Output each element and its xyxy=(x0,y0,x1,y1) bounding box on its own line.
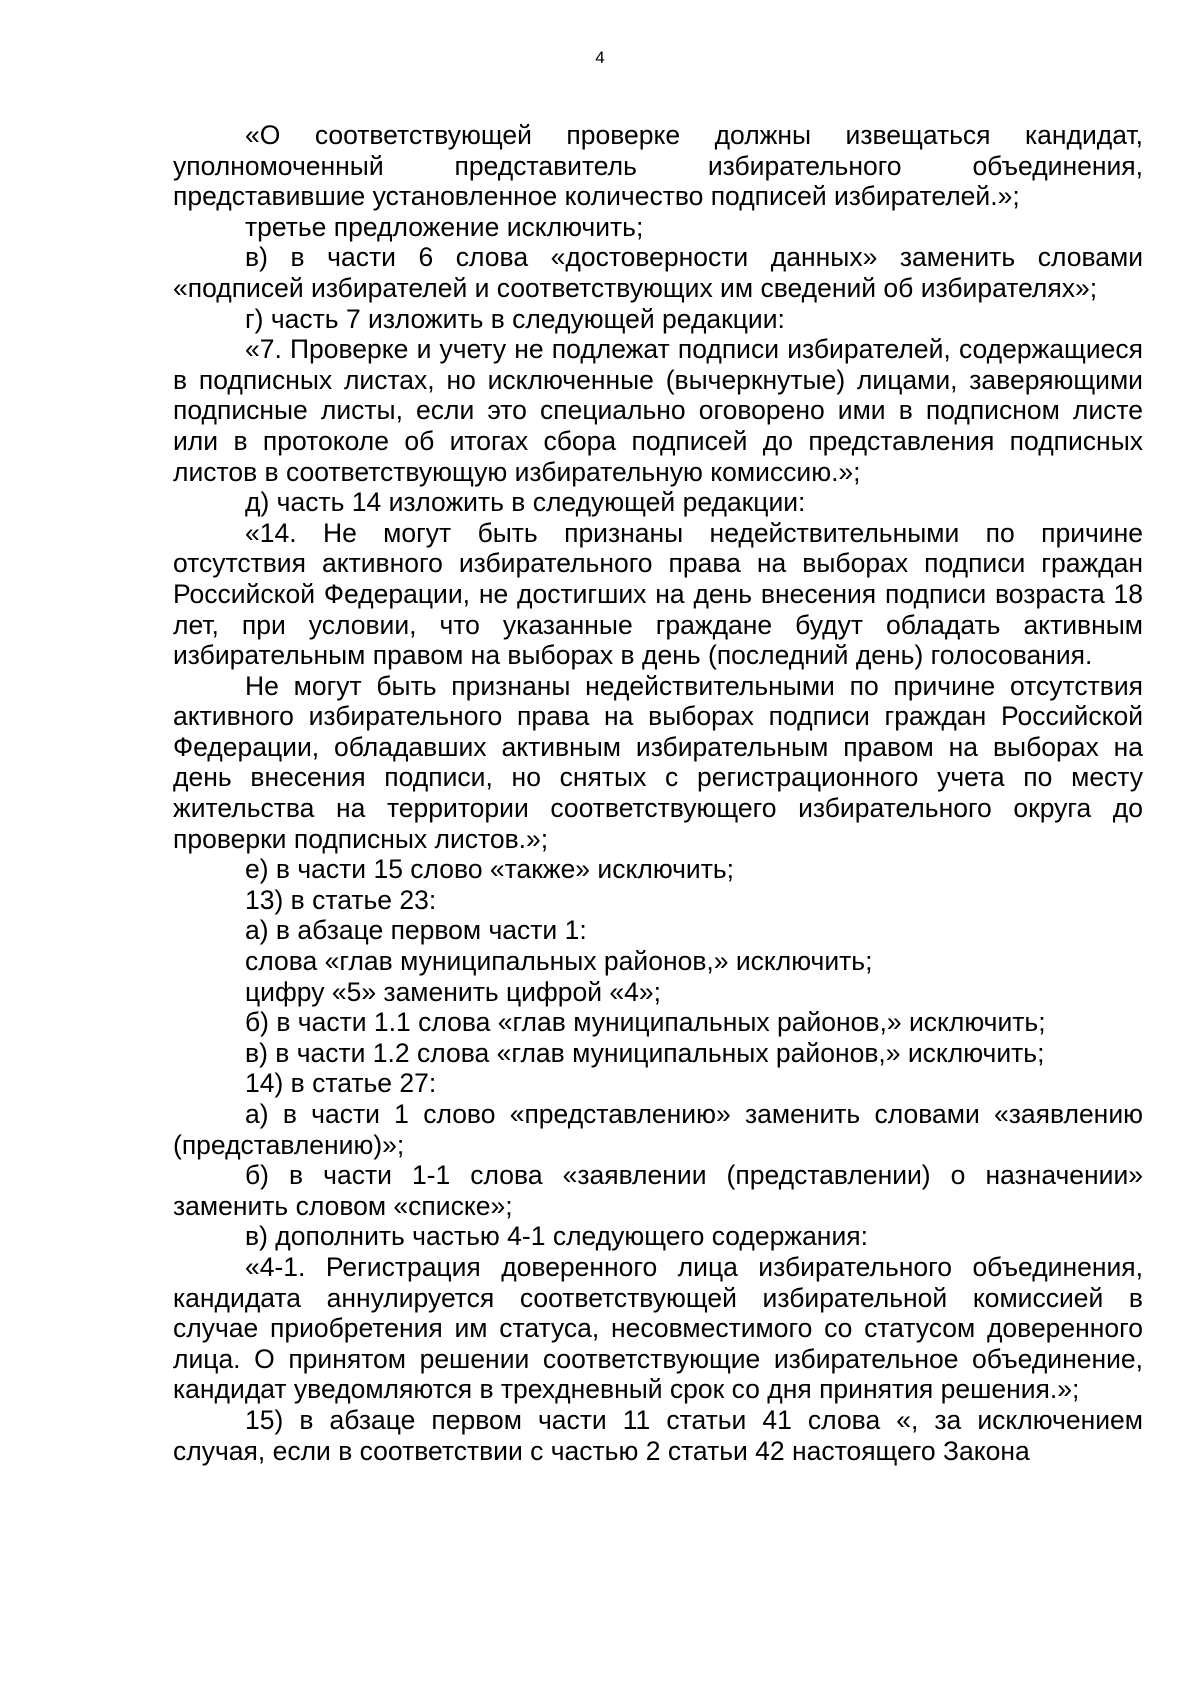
paragraph: 15) в абзаце первом части 11 статьи 41 слова «, за исключением случая, если в соответствии с частью 2 статьи 42 настоящего Закона xyxy=(173,1404,1143,1466)
paragraph: 13) в статье 23: xyxy=(245,884,437,915)
page-number: 4 xyxy=(595,48,605,67)
paragraph: «4-1. Регистрация доверенного лица избирательного объединения, кандидата аннулируется соответствующей избирательной комиссией в случае приобретения им статуса, несовместимого со статусом доверенного лица. О принятом решении соответствующие избирательное объединение, кандидат уведомляются в трехдневный срок со дня принятия решения.»; xyxy=(173,1251,1143,1405)
paragraph: Не могут быть признаны недействительными по причине отсутствия активного избирательного права на выборах подписи граждан Российской Федерации, обладавших активным избирательным правом на выборах на день внесения подписи, но снятых с регистрационного учета по месту жительства на территории соответствующего избирательного округа до проверки подписных листов.»; xyxy=(173,670,1143,854)
paragraph: слова «глав муниципальных районов,» исключить; xyxy=(245,946,873,977)
paragraph: а) в абзаце первом части 1: xyxy=(245,915,587,946)
paragraph: в) в части 6 слова «достоверности данных» заменить словами «подписей избирателей и соответствующих им сведений об избирателях»; xyxy=(173,242,1143,303)
paragraph: д) часть 14 изложить в следующей редакции: xyxy=(245,487,806,518)
paragraph: а) в части 1 слово «представлению» заменить словами «заявлению (представлению)»; xyxy=(173,1099,1143,1160)
document-body xyxy=(173,120,1143,1466)
paragraph: в) в части 1.2 слова «глав муниципальных районов,» исключить; xyxy=(245,1037,1045,1068)
paragraph: цифру «5» заменить цифрой «4»; xyxy=(245,976,662,1007)
paragraph: г) часть 7 изложить в следующей редакции: xyxy=(245,303,785,334)
paragraph: третье предложение исключить; xyxy=(245,211,644,242)
paragraph: б) в части 1.1 слова «глав муниципальных районов,» исключить; xyxy=(245,1007,1046,1038)
paragraph: б) в части 1-1 слова «заявлении (представлении) о назначении» заменить словом «списке»; xyxy=(173,1160,1143,1221)
paragraph: в) дополнить частью 4-1 следующего содержания: xyxy=(245,1221,868,1252)
paragraph: 14) в статье 27: xyxy=(245,1068,437,1099)
paragraph: «7. Проверке и учету не подлежат подписи избирателей, содержащиеся в подписных листах, но исключенные (вычеркнутые) лицами, заверяющими подписные листы, если это специально оговорено ими в подписном листе или в протоколе об итогах сбора подписей до представления подписных листов в соответствующую избирательную комиссию.»; xyxy=(173,334,1143,487)
paragraph: «О соответствующей проверке должны извещаться кандидат, уполномоченный представитель избирательного объединения, представившие установленное количество подписей избирателей.»; xyxy=(173,120,1143,212)
paragraph: е) в части 15 слово «также» исключить; xyxy=(245,854,735,885)
paragraph: «14. Не могут быть признаны недействительными по причине отсутствия активного избирательного права на выборах подписи граждан Российской Федерации, не достигших на день внесения подписи возраста 18 лет, при условии, что указанные граждане будут обладать активным избирательным правом на выборах в день (последний день) голосования. xyxy=(173,517,1143,671)
